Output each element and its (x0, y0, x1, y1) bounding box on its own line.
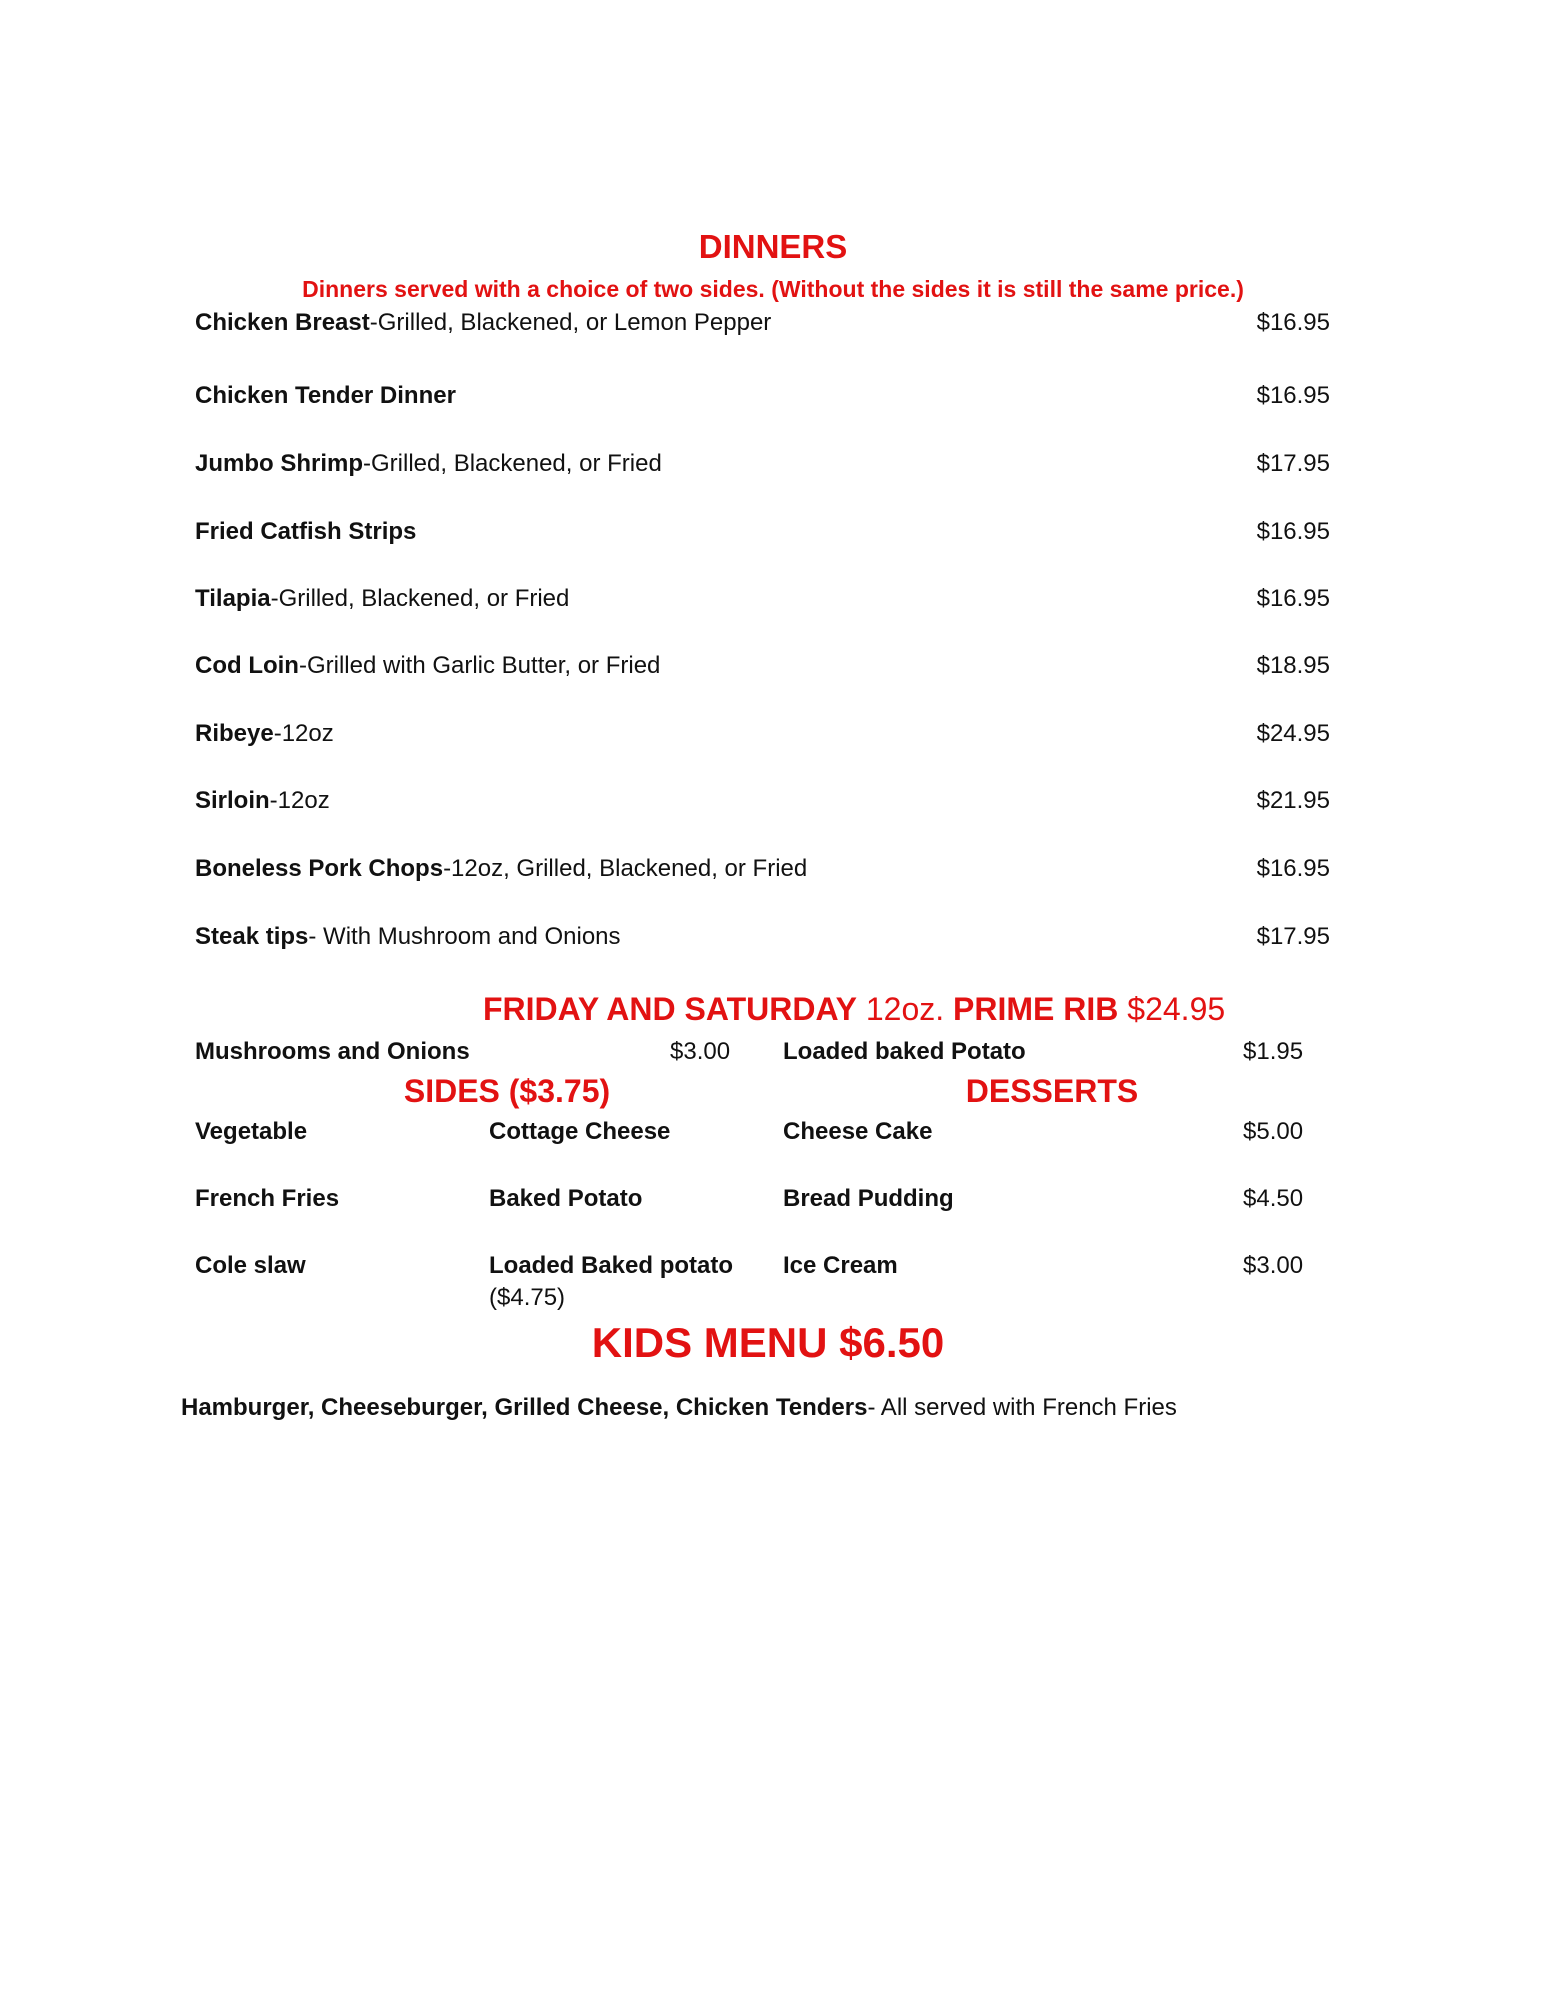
item-desc: -Grilled, Blackened, or Lemon Pepper (369, 309, 772, 336)
dessert-name: Ice Cream (783, 1252, 898, 1279)
addon-right-name: Loaded baked Potato (783, 1038, 1026, 1065)
item-desc: -12oz, Grilled, Blackened, or Fried (443, 855, 808, 882)
side-item-note: ($4.75) (489, 1284, 566, 1311)
sides-title: SIDES ($3.75) (403, 1073, 611, 1109)
kids-menu-title: KIDS MENU $6.50 (591, 1319, 945, 1366)
item-desc: -Grilled, Blackened, or Fried (363, 450, 662, 477)
dessert-price: $4.50 (1243, 1185, 1304, 1212)
prime-rib-label: PRIME RIB (953, 991, 1119, 1027)
menu-item (195, 854, 1330, 884)
menu-item (195, 786, 1330, 816)
item-name: Steak tips (195, 923, 309, 950)
item-name: Ribeye (195, 720, 274, 747)
dessert-price: $3.00 (1243, 1252, 1304, 1279)
item-name: Chicken Breast (195, 309, 370, 336)
item-name: Boneless Pork Chops (195, 855, 444, 882)
menu-item (195, 922, 1330, 952)
item-desc: - With Mushroom and Onions (308, 923, 621, 950)
side-item: French Fries (195, 1185, 340, 1212)
item-price: $16.95 (1256, 855, 1330, 882)
dinners-subtitle: Dinners served with a choice of two sides. (Without the sides it is still the same price.) (302, 276, 1244, 302)
item-price: $24.95 (1256, 720, 1330, 747)
item-name: Jumbo Shrimp (195, 450, 364, 477)
menu-item (195, 651, 1330, 681)
item-name: Fried Catfish Strips (195, 518, 417, 545)
menu-item (195, 584, 1330, 614)
menu-item (195, 308, 1330, 338)
dessert-price: $5.00 (1243, 1118, 1304, 1145)
prime-rib-special (483, 990, 1225, 1028)
dessert-name: Cheese Cake (783, 1118, 933, 1145)
item-price: $16.95 (1256, 518, 1330, 545)
dessert-name: Bread Pudding (783, 1185, 954, 1212)
menu-item (195, 517, 1330, 547)
item-price: $17.95 (1256, 923, 1330, 950)
item-price: $16.95 (1256, 309, 1330, 336)
menu-item (195, 719, 1330, 749)
prime-rib-price: $24.95 (1118, 991, 1226, 1027)
addon-left-name: Mushrooms and Onions (195, 1038, 470, 1065)
side-item: Loaded Baked potato (489, 1252, 734, 1279)
side-item: Cottage Cheese (489, 1118, 671, 1145)
menu-item (195, 381, 1330, 411)
kids-menu-note: - All served with French Fries (867, 1394, 1177, 1421)
item-name: Cod Loin (195, 652, 299, 679)
item-price: $16.95 (1256, 382, 1330, 409)
dinners-title: DINNERS (698, 228, 848, 265)
side-item: Cole slaw (195, 1252, 306, 1279)
item-name: Sirloin (195, 787, 270, 814)
prime-rib-size: 12oz. (856, 991, 954, 1027)
side-item: Vegetable (195, 1118, 308, 1145)
item-price: $21.95 (1256, 787, 1330, 814)
menu-item (195, 449, 1330, 479)
item-price: $16.95 (1256, 585, 1330, 612)
item-desc: -12oz (269, 787, 330, 814)
addon-left-price: $3.00 (670, 1038, 731, 1065)
kids-menu-items (181, 1393, 1177, 1423)
kids-menu-list: Hamburger, Cheeseburger, Grilled Cheese, Chicken Tenders (181, 1394, 868, 1421)
item-desc: -Grilled with Garlic Butter, or Fried (298, 652, 661, 679)
addon-right-price: $1.95 (1243, 1038, 1304, 1065)
item-desc: -12oz (273, 720, 334, 747)
item-desc: -Grilled, Blackened, or Fried (270, 585, 570, 612)
item-name: Tilapia (195, 585, 271, 612)
side-item: Baked Potato (489, 1185, 643, 1212)
item-price: $17.95 (1256, 450, 1330, 477)
desserts-title: DESSERTS (965, 1073, 1139, 1109)
item-name: Chicken Tender Dinner (195, 382, 456, 409)
prime-rib-days: FRIDAY AND SATURDAY (483, 991, 857, 1027)
item-price: $18.95 (1256, 652, 1330, 679)
